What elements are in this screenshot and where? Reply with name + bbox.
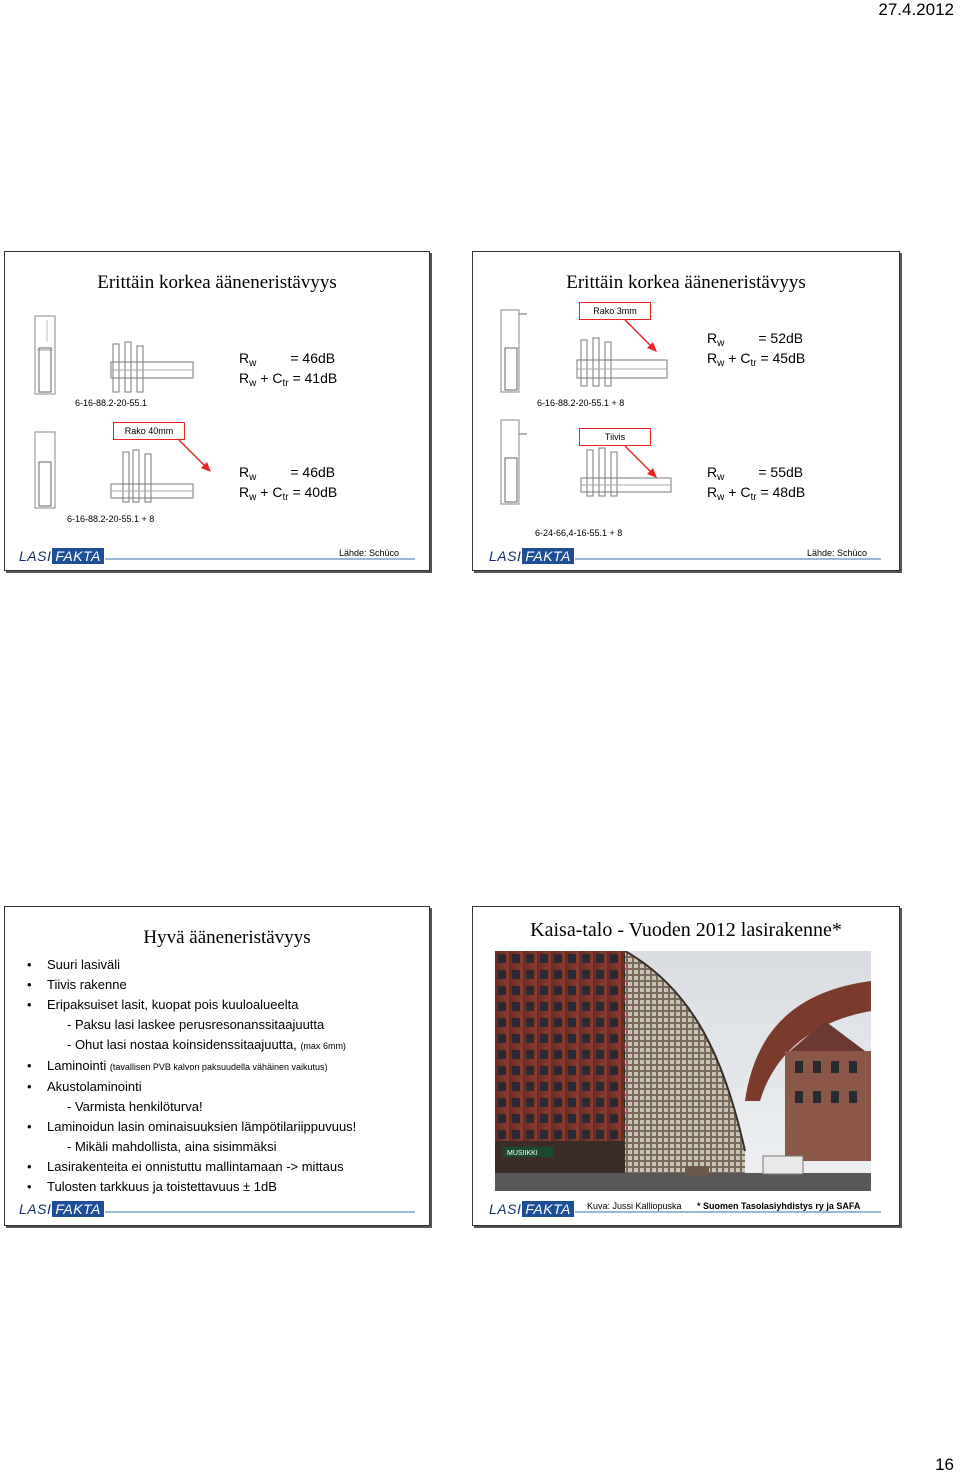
source-credit: Lähde: Schüco (807, 548, 868, 558)
list-item: - Ohut lasi nostaa koinsidenssitaajuutta, (max 6mm) (67, 1037, 346, 1052)
list-item: • Tiivis rakenne (27, 975, 437, 995)
page-number: 16 (935, 1455, 954, 1474)
slide-title: Kaisa-talo - Vuoden 2012 lasirakenne* (530, 919, 842, 941)
logo-divider (105, 558, 415, 560)
glass-code: 6-24-66,4-16-55.1 + 8 (535, 528, 623, 538)
lasifakta-logo: LASI FAKTA (19, 1201, 104, 1217)
building-illustration (495, 951, 871, 1191)
slide-1 (4, 251, 430, 571)
rw-value: $R_w = 46dB$ (239, 464, 336, 483)
shop-sign: MUSIIKKI (507, 1150, 538, 1157)
gap-tag: Rako 40mm (113, 422, 185, 440)
slide-title: Erittäin korkea ääneneristävyys (566, 272, 806, 293)
window-profile-diagram (29, 428, 199, 512)
gap-tag: Rako 3mm (579, 302, 651, 320)
rw-value: $R_w = 46dB$ (239, 350, 336, 369)
rw-value: $R_w = 55dB$ (707, 464, 804, 483)
glass-code: 6-16-88.2-20-55.1 + 8 (537, 398, 625, 408)
list-item: - Paksu lasi laskee perusresonanssitaajuutta (67, 1017, 325, 1032)
lasifakta-logo: LASI FAKTA (489, 1201, 574, 1217)
award-footnote: * Suomen Tasolasiyhdistys ry ja SAFA (697, 1201, 861, 1211)
source-credit: Lähde: Schüco (339, 548, 400, 558)
slide-title: Hyvä ääneneristävyys (143, 927, 311, 948)
bullet-list (27, 955, 437, 1197)
rw-ctr-value: $R_w + C_{tr} = 41dB$ (239, 370, 338, 389)
lasifakta-logo: LASI FAKTA (19, 548, 104, 564)
logo-divider (575, 1211, 881, 1213)
date: 27.4.2012 (878, 0, 954, 19)
logo-divider (105, 1211, 415, 1213)
list-item: - Mikäli mahdollista, aina sisimmäksi (67, 1139, 277, 1154)
seal-tag: Tiivis (579, 428, 651, 446)
rw-ctr-value: $R_w + C_{tr} = 40dB$ (239, 484, 338, 503)
slide-2 (472, 251, 900, 571)
list-item: - Varmista henkilöturva! (67, 1099, 203, 1114)
window-profile-diagram (497, 308, 677, 400)
photo-credit: Kuva: Jussi Kalliopuska (587, 1201, 682, 1211)
window-profile-diagram (29, 312, 199, 402)
slide-3 (4, 906, 430, 1226)
list-item: • Lasirakenteita ei onnistuttu mallintamaan -> mittaus (27, 1157, 437, 1177)
logo-divider (575, 558, 881, 560)
slide-title: Erittäin korkea ääneneristävyys (97, 272, 337, 293)
glass-code: 6-16-88.2-20-55.1 + 8 (67, 514, 155, 524)
list-item: • Laminointi (tavallisen PVB kalvon paksuudella vähäinen vaikutus) (27, 1056, 437, 1077)
slide-4 (472, 906, 900, 1226)
window-profile-diagram (497, 418, 677, 508)
list-item: • Laminoidun lasin ominaisuuksien lämpötilariippuvuus! (27, 1117, 437, 1137)
kaisa-building-photo (495, 951, 871, 1191)
list-item: • Eripaksuiset lasit, kuopat pois kuuloalueelta (27, 995, 437, 1015)
rw-ctr-value: $R_w + C_{tr} = 48dB$ (707, 484, 806, 503)
list-item: • Suuri lasiväli (27, 955, 437, 975)
glass-code: 6-16-88.2-20-55.1 (75, 398, 148, 408)
rw-ctr-value: $R_w + C_{tr} = 45dB$ (707, 350, 806, 369)
rw-value: $R_w = 52dB$ (707, 330, 804, 349)
lasifakta-logo: LASI FAKTA (489, 548, 574, 564)
list-item: • Akustolaminointi (27, 1077, 437, 1097)
list-item: • Tulosten tarkkuus ja toistettavuus ± 1dB (27, 1177, 437, 1197)
